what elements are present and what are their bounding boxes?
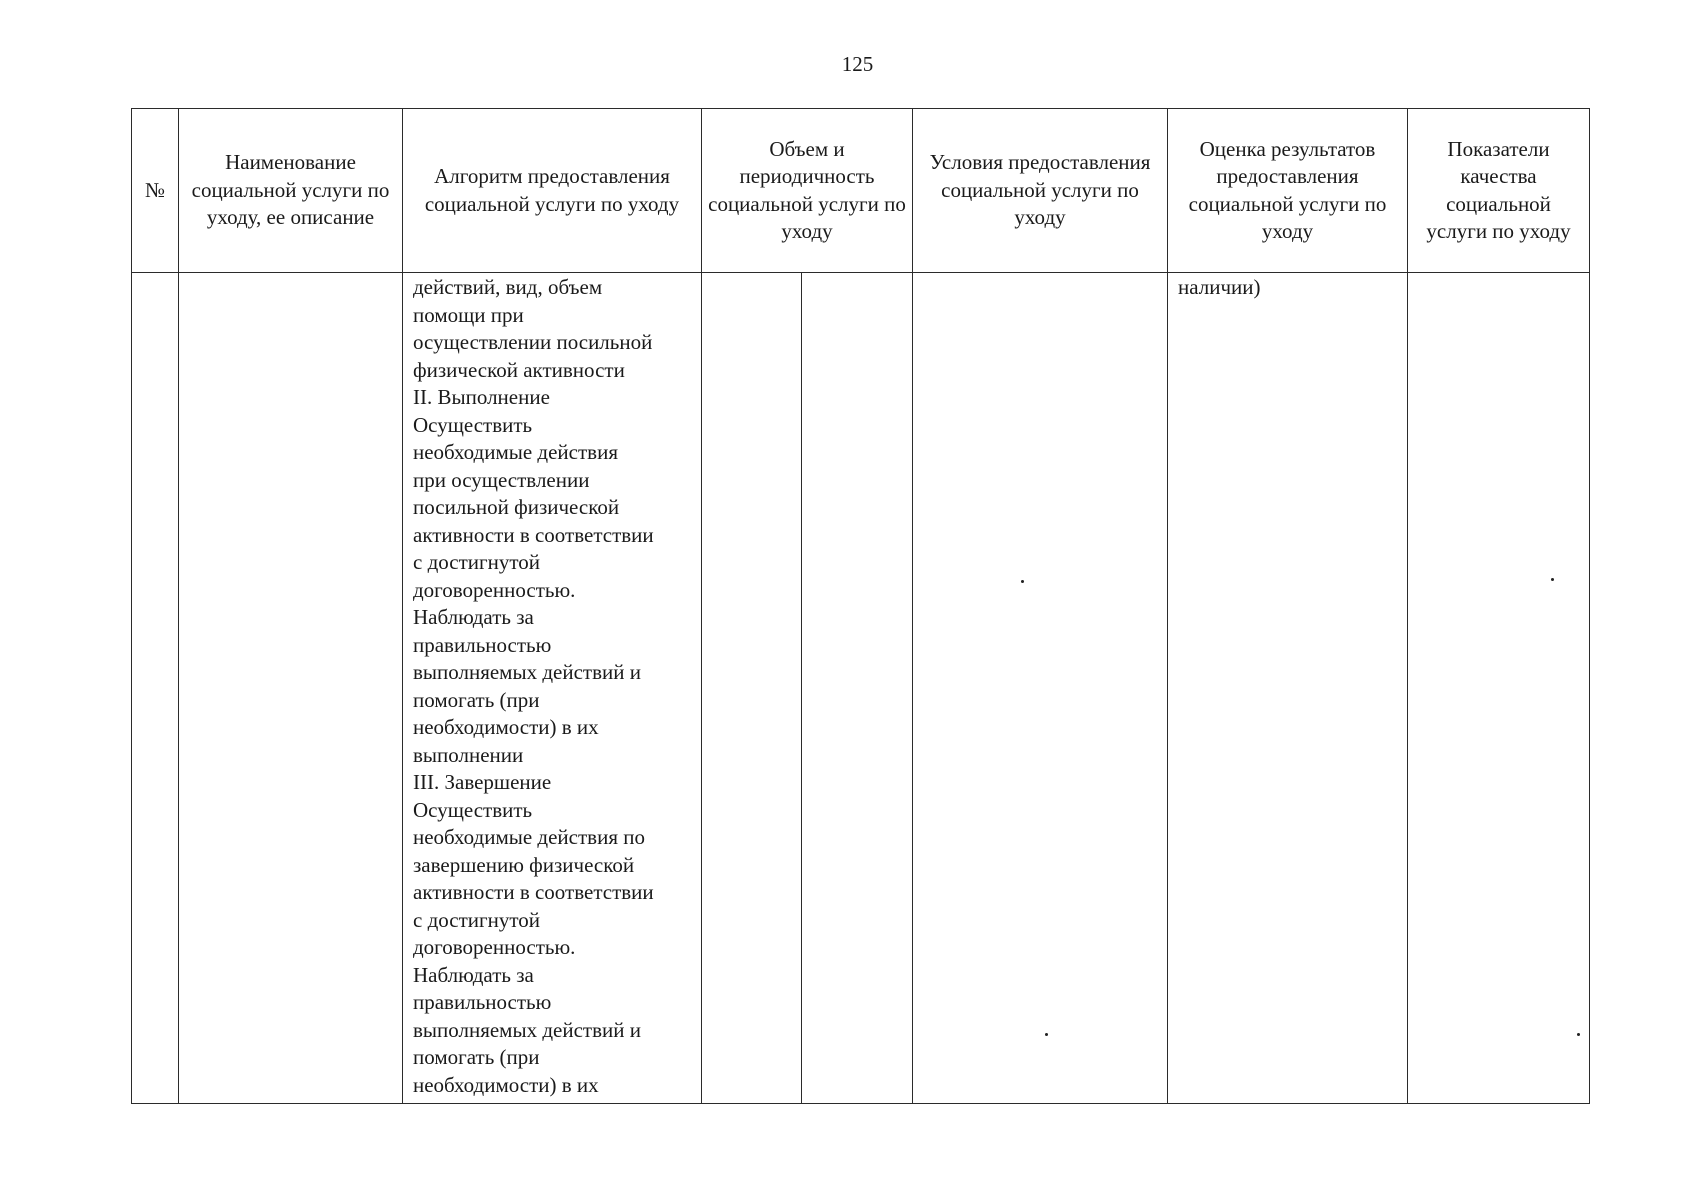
header-algorithm: Алгоритм предоставления социальной услуги по уходу (403, 109, 702, 273)
cell-quality (1408, 273, 1590, 1104)
scan-speck (1021, 580, 1024, 583)
table-header-row (132, 109, 1590, 273)
cell-service-name (179, 273, 403, 1104)
cell-algorithm (403, 273, 702, 1104)
scan-speck (1577, 1033, 1580, 1036)
column-divider (801, 273, 802, 1103)
algorithm-text: действий, вид, объем помощи при осуществлении посильной физической активности II. Выполнение Осуществить необходимые действия при осуществлении посильной физической активности в соответствии с достигнутой договоренностью. Наблюдать за правильностью выполняемых действий и помогать (при необходимости) в их выполнении III. Завершение Осуществить необходимые действия по завершению физической активности в соответствии с достигнутой договоренностью. Наблюдать за правильностью выполняемых действий и помогать (при необходимости) в их (413, 275, 654, 1097)
scan-speck (1551, 578, 1554, 581)
cell-volume (702, 273, 913, 1104)
header-service-name: Наименование социальной услуги по уходу, ее описание (179, 109, 403, 273)
header-number: № (132, 109, 179, 273)
cell-number (132, 273, 179, 1104)
header-volume-periodicity: Объем и периодичность социальной услуги по уходу (702, 109, 913, 273)
header-conditions: Условия предоставления социальной услуги по уходу (913, 109, 1168, 273)
header-quality-indicators: Показатели качества социальной услуги по уходу (1408, 109, 1590, 273)
table-row (132, 273, 1590, 1104)
scan-speck (1045, 1033, 1048, 1036)
cell-evaluation (1168, 273, 1408, 1104)
evaluation-text: наличии) (1178, 275, 1261, 299)
header-evaluation: Оценка результатов предоставления социальной услуги по уходу (1168, 109, 1408, 273)
services-table (131, 108, 1590, 1104)
cell-conditions (913, 273, 1168, 1104)
page-number: 125 (841, 52, 874, 76)
